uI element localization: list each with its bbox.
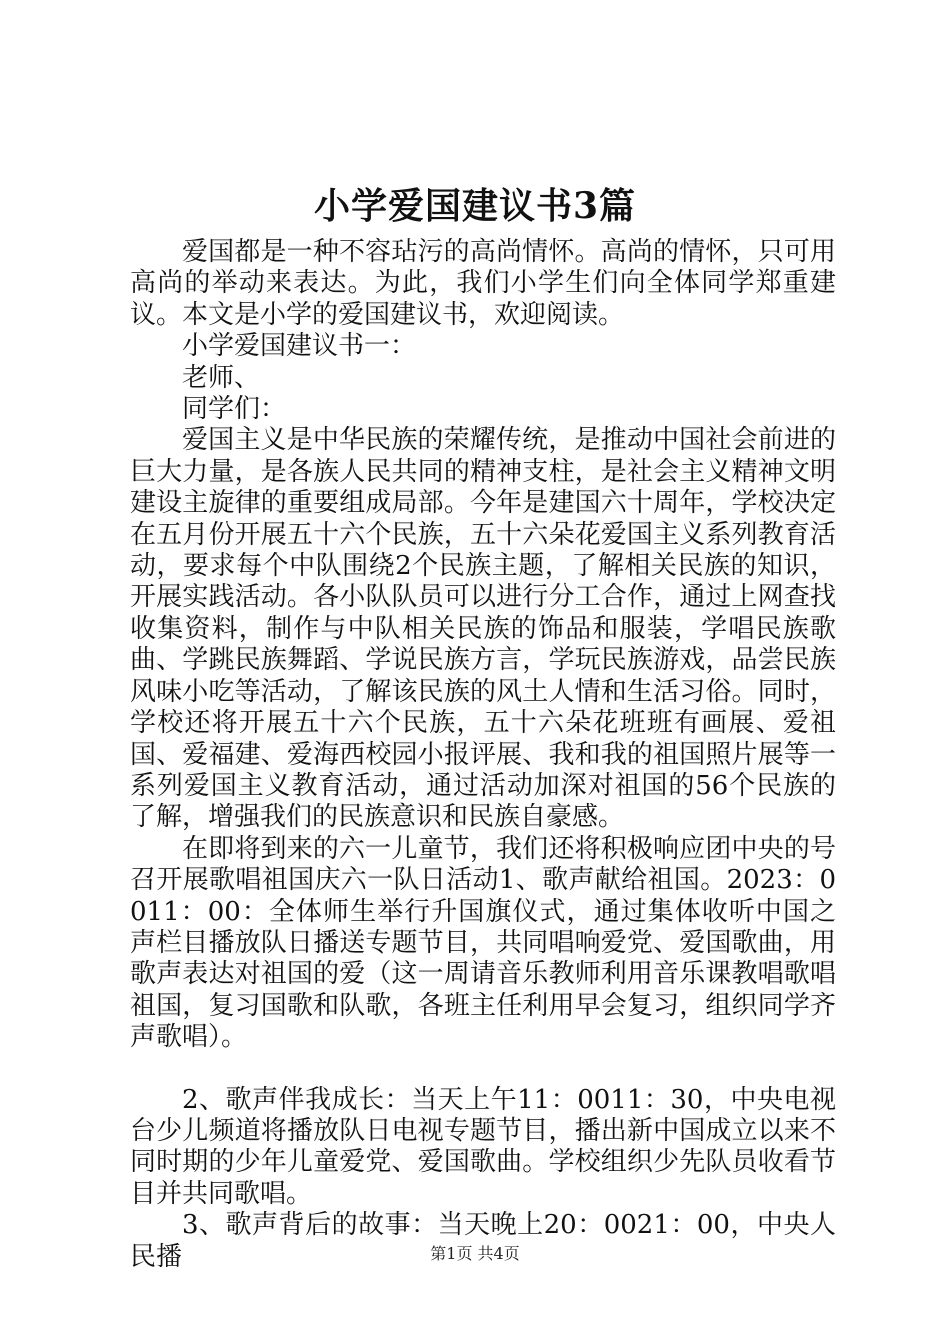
body-paragraph: 在即将到来的六一儿童节，我们还将积极响应团中央的号召开展歌唱祖国庆六一队日活动1、歌声献给祖国。2023：0011：00：全体师生举行升国旗仪式，通过集体收听中国之声栏目播放队日播送专题节目，共同唱响爱党、爱国歌曲，用歌声表达对祖国的爱（这一周请音乐教师利用音乐课教唱歌唱祖国，复习国歌和队歌，各班主任利用早会复习，组织同学齐声歌唱）。 (130, 833, 836, 1053)
page-number-footer: 第1页 共4页 (430, 1244, 520, 1263)
body-paragraph: 2、歌声伴我成长：当天上午11：0011：30，中央电视台少儿频道将播放队日电视专题节目，播出新中国成立以来不同时期的少年儿童爱党、爱国歌曲。学校组织少先队员收看节目并共同歌唱。 (130, 1084, 836, 1209)
body-paragraph: 爱国主义是中华民族的荣耀传统，是推动中国社会前进的巨大力量，是各族人民共同的精神支柱，是社会主义精神文明建设主旋律的重要组成局部。今年是建国六十周年，学校决定在五月份开展五十六个民族，五十六朵花爱国主义系列教育活动，要求每个中队围绕2个民族主题，了解相关民族的知识，开展实践活动。各小队队员可以进行分工合作，通过上网查找收集资料，制作与中队相关民族的饰品和服装，学唱民族歌曲、学跳民族舞蹈、学说民族方言，学玩民族游戏，品尝民族风味小吃等活动，了解该民族的风土人情和生活习俗。同时，学校还将开展五十六个民族，五十六朵花班班有画展、爱祖国、爱福建、爱海西校园小报评展、我和我的祖国照片展等一系列爱国主义教育活动，通过活动加深对祖国的56个民族的了解，增强我们的民族意识和民族自豪感。 (130, 425, 836, 833)
salutation-students: 同学们： (182, 394, 287, 425)
section-heading: 小学爱国建议书一： (182, 331, 417, 362)
body-paragraph: 3、歌声背后的故事：当天晚上20：0021：00，中央人民播 (130, 1210, 836, 1272)
salutation-teachers: 老师、 (182, 362, 261, 393)
document-body (130, 237, 836, 1273)
document-title: 小学爱国建议书3篇 (313, 185, 637, 227)
intro-paragraph: 爱国都是一种不容玷污的高尚情怀。高尚的情怀，只可用高尚的举动来表达。为此，我们小学生们向全体同学郑重建议。本文是小学的爱国建议书，欢迎阅读。 (130, 237, 836, 330)
